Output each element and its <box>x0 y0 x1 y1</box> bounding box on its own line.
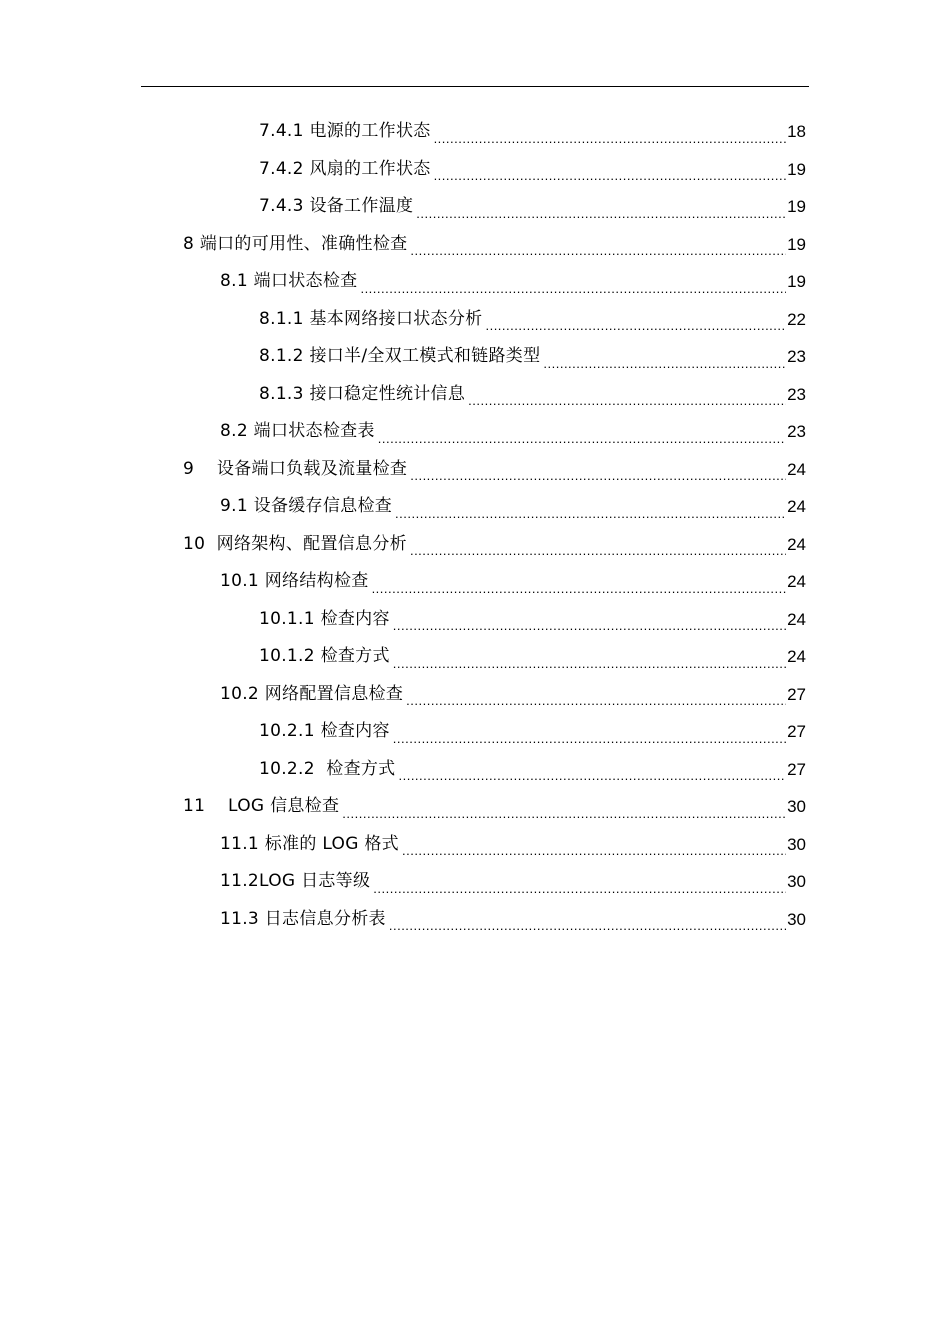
toc-entry-title: 10.1.1 检查内容 <box>259 608 390 629</box>
toc-entry-title: 10.2.2 检查方式 <box>259 758 396 779</box>
toc-entry-title: 10.2 网络配置信息检查 <box>220 683 404 704</box>
toc-entry-title: 10.1.2 检查方式 <box>259 646 390 667</box>
table-of-contents <box>0 113 950 938</box>
toc-leader-dots <box>434 162 787 188</box>
toc-entry-page: 24 <box>787 647 806 667</box>
toc-leader-dots <box>416 200 786 226</box>
toc-entry-title: 10.2.1 检查内容 <box>259 721 390 742</box>
toc-entry-title: 9 设备端口负载及流量检查 <box>183 458 408 479</box>
toc-entry-page: 19 <box>787 197 806 217</box>
toc-entry-page: 19 <box>787 159 806 179</box>
toc-entry-page: 30 <box>787 797 806 817</box>
toc-entry-title: 8.1 端口状态检查 <box>220 271 358 292</box>
toc-entry-page: 27 <box>787 759 806 779</box>
toc-leader-dots <box>393 725 786 751</box>
toc-entry-title: 8.1.3 接口稳定性统计信息 <box>259 383 466 404</box>
toc-entry-8-1-3[interactable] <box>0 376 950 414</box>
toc-entry-page: 24 <box>787 459 806 479</box>
toc-entry-title: 8.1.2 接口半/全双工模式和链路类型 <box>259 346 541 367</box>
toc-leader-dots <box>468 387 786 413</box>
toc-entry-page: 24 <box>787 572 806 592</box>
toc-entry-title: 10.1 网络结构检查 <box>220 571 369 592</box>
toc-entry-10-2-2[interactable] <box>0 751 950 789</box>
toc-entry-page: 19 <box>787 234 806 254</box>
toc-leader-dots <box>410 462 786 488</box>
toc-entry-8-1-2[interactable] <box>0 338 950 376</box>
toc-entry-11-3[interactable] <box>0 901 950 939</box>
toc-entry-10-2[interactable] <box>0 676 950 714</box>
toc-leader-dots <box>395 500 786 526</box>
toc-leader-dots <box>434 125 787 151</box>
toc-entry-page: 30 <box>787 872 806 892</box>
toc-entry-title: 7.4.1 电源的工作状态 <box>259 121 431 142</box>
toc-leader-dots <box>406 687 786 713</box>
toc-entry-title: 11 LOG 信息检查 <box>183 796 340 817</box>
toc-entry-7-4-3[interactable] <box>0 188 950 226</box>
toc-entry-page: 22 <box>787 309 806 329</box>
toc-leader-dots <box>485 312 786 338</box>
toc-entry-7-4-2[interactable] <box>0 151 950 189</box>
toc-entry-title: 11.2LOG 日志等级 <box>220 871 371 892</box>
toc-entry-11[interactable] <box>0 788 950 826</box>
toc-entry-9-1[interactable] <box>0 488 950 526</box>
toc-entry-8-2[interactable] <box>0 413 950 451</box>
toc-entry-title: 8.2 端口状态检查表 <box>220 421 375 442</box>
toc-leader-dots <box>373 875 786 901</box>
toc-entry-page: 18 <box>787 122 806 142</box>
toc-leader-dots <box>393 650 786 676</box>
toc-leader-dots <box>402 837 786 863</box>
toc-entry-10-2-1[interactable] <box>0 713 950 751</box>
toc-entry-title: 8 端口的可用性、准确性检查 <box>183 233 408 254</box>
toc-entry-10[interactable] <box>0 526 950 564</box>
toc-entry-10-1[interactable] <box>0 563 950 601</box>
toc-entry-7-4-1[interactable] <box>0 113 950 151</box>
toc-entry-page: 27 <box>787 684 806 704</box>
toc-leader-dots <box>342 800 786 826</box>
toc-entry-page: 24 <box>787 497 806 517</box>
toc-leader-dots <box>372 575 787 601</box>
toc-entry-page: 30 <box>787 909 806 929</box>
toc-entry-title: 7.4.2 风扇的工作状态 <box>259 158 431 179</box>
toc-entry-title: 9.1 设备缓存信息检查 <box>220 496 393 517</box>
toc-leader-dots <box>410 537 786 563</box>
toc-leader-dots <box>360 275 786 301</box>
toc-entry-8-1-1[interactable] <box>0 301 950 339</box>
toc-entry-page: 30 <box>787 834 806 854</box>
toc-leader-dots <box>398 762 786 788</box>
toc-entry-title: 11.3 日志信息分析表 <box>220 908 386 929</box>
toc-leader-dots <box>393 612 786 638</box>
toc-leader-dots <box>543 350 786 376</box>
toc-leader-dots <box>410 237 786 263</box>
toc-entry-page: 24 <box>787 534 806 554</box>
toc-entry-title: 11.1 标准的 LOG 格式 <box>220 833 399 854</box>
toc-entry-8[interactable] <box>0 226 950 264</box>
toc-entry-8-1[interactable] <box>0 263 950 301</box>
toc-entry-page: 23 <box>787 347 806 367</box>
toc-entry-title: 8.1.1 基本网络接口状态分析 <box>259 308 483 329</box>
toc-entry-9[interactable] <box>0 451 950 489</box>
toc-entry-title: 10 网络架构、配置信息分析 <box>183 533 407 554</box>
toc-leader-dots <box>378 425 786 451</box>
toc-entry-page: 23 <box>787 384 806 404</box>
toc-entry-page: 27 <box>787 722 806 742</box>
toc-entry-page: 19 <box>787 272 806 292</box>
toc-entry-11-2[interactable] <box>0 863 950 901</box>
toc-leader-dots <box>389 912 786 938</box>
toc-entry-11-1[interactable] <box>0 826 950 864</box>
toc-entry-10-1-2[interactable] <box>0 638 950 676</box>
toc-entry-page: 23 <box>787 422 806 442</box>
toc-entry-title: 7.4.3 设备工作温度 <box>259 196 414 217</box>
toc-entry-10-1-1[interactable] <box>0 601 950 639</box>
toc-entry-page: 24 <box>787 609 806 629</box>
header-rule <box>141 86 809 87</box>
